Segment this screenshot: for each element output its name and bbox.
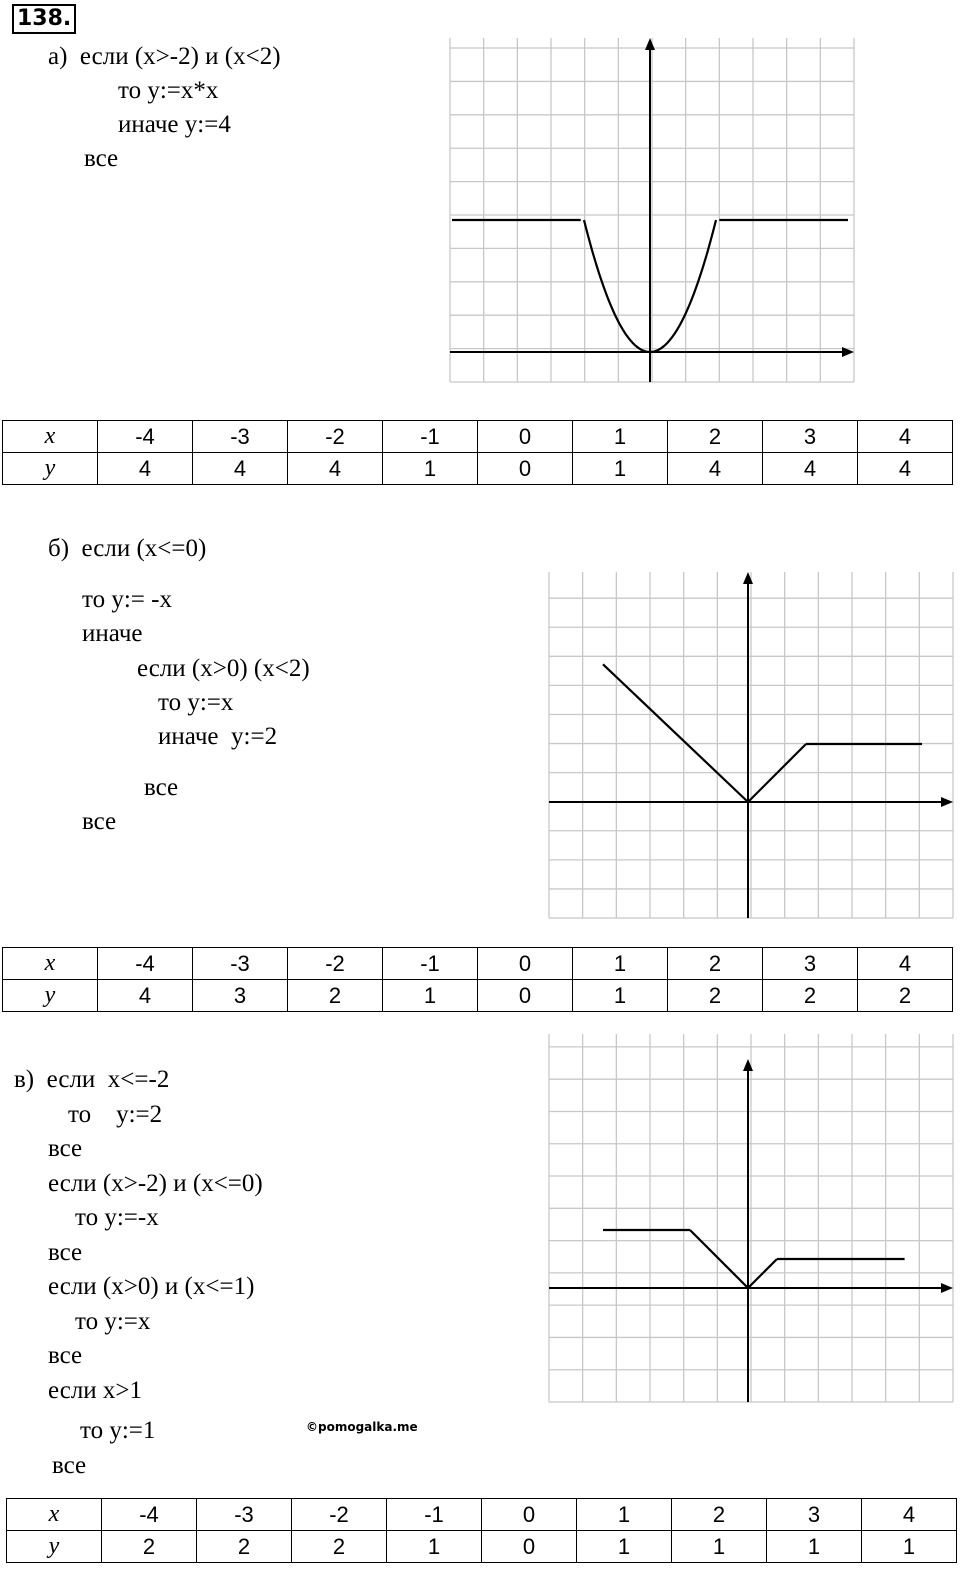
table-cell-y: 4 (98, 980, 193, 1012)
table-cell-y: 4 (288, 453, 383, 485)
code-line: если (x>-2) и (x<=0) (48, 1170, 263, 1197)
values-table-b (2, 947, 953, 1012)
x-axis-arrow (941, 1283, 953, 1293)
code-line: то y:=x*x (118, 77, 219, 104)
table-cell-x: 1 (573, 421, 668, 453)
table-cell-y: 1 (383, 453, 478, 485)
table-row-x (3, 948, 953, 980)
graph-a (450, 38, 854, 382)
table-row-y (3, 980, 953, 1012)
table-cell-y: 4 (668, 453, 763, 485)
code-line: все (52, 1452, 87, 1479)
table-cell-x: -4 (98, 948, 193, 980)
code-line: то y:=-x (75, 1204, 159, 1231)
table-cell-y: 4 (193, 453, 288, 485)
code-line: все (84, 145, 119, 172)
y-axis-arrow (645, 38, 655, 50)
code-line: все (82, 808, 117, 835)
table-cell-x: -2 (288, 948, 383, 980)
values-table-a (2, 420, 953, 485)
table-cell-y: 1 (767, 1531, 862, 1563)
table-cell-x: 1 (577, 1499, 672, 1531)
table-cell-y: 1 (577, 1531, 672, 1563)
code-line: то y:=x (158, 689, 234, 716)
table-cell-x: 3 (767, 1499, 862, 1531)
table-cell-x: 2 (668, 421, 763, 453)
code-line: иначе y:=2 (158, 723, 278, 750)
table-cell-y: 4 (763, 453, 858, 485)
table-cell-x: -1 (383, 948, 478, 980)
table-row-y (7, 1531, 957, 1563)
table-cell-y: 0 (478, 980, 573, 1012)
table-cell-x: -3 (193, 948, 288, 980)
table-row-x (7, 1499, 957, 1531)
code-line: то y:= -x (82, 586, 172, 613)
table-cell-x: -3 (193, 421, 288, 453)
table-cell-x: -4 (102, 1499, 197, 1531)
table-cell-y: 4 (98, 453, 193, 485)
table-header-x: x (3, 948, 98, 980)
table-cell-y: 0 (478, 453, 573, 485)
table-cell-x: 4 (862, 1499, 957, 1531)
code-line: если (x>0) (x<2) (137, 655, 310, 682)
table-cell-y: 2 (763, 980, 858, 1012)
table-cell-y: 2 (292, 1531, 387, 1563)
code-line: в) если x<=-2 (14, 1066, 170, 1093)
code-line: если (x>0) и (x<=1) (48, 1273, 255, 1300)
code-line: то y:=2 (68, 1101, 163, 1128)
table-cell-y: 2 (288, 980, 383, 1012)
table-cell-x: -2 (288, 421, 383, 453)
table-cell-x: 2 (672, 1499, 767, 1531)
code-line: если x>1 (48, 1377, 143, 1404)
table-cell-y: 2 (197, 1531, 292, 1563)
table-cell-y: 1 (573, 453, 668, 485)
table-cell-x: 1 (573, 948, 668, 980)
code-line: все (144, 774, 179, 801)
code-line: иначе y:=4 (118, 111, 231, 138)
table-cell-y: 4 (858, 453, 953, 485)
table-cell-y: 1 (573, 980, 668, 1012)
table-cell-x: -1 (387, 1499, 482, 1531)
table-cell-y: 3 (193, 980, 288, 1012)
code-line: то y:=1 (80, 1417, 156, 1444)
table-row-x (3, 421, 953, 453)
table-cell-y: 1 (383, 980, 478, 1012)
graph-c (549, 1034, 953, 1402)
table-cell-y: 2 (858, 980, 953, 1012)
table-cell-y: 1 (672, 1531, 767, 1563)
table-cell-x: -2 (292, 1499, 387, 1531)
table-header-y: y (3, 453, 98, 485)
table-header-y: y (3, 980, 98, 1012)
code-line: б) если (x<=0) (48, 535, 207, 562)
table-cell-y: 2 (102, 1531, 197, 1563)
code-line: все (48, 1342, 83, 1369)
table-cell-x: 0 (478, 948, 573, 980)
table-cell-x: -4 (98, 421, 193, 453)
table-cell-x: 3 (763, 948, 858, 980)
problem-number: 138. (12, 4, 76, 34)
table-cell-x: 3 (763, 421, 858, 453)
table-row-y (3, 453, 953, 485)
values-table-c (6, 1498, 957, 1563)
code-line: а) если (x>-2) и (x<2) (48, 43, 281, 70)
table-header-x: x (7, 1499, 102, 1531)
table-header-x: x (3, 421, 98, 453)
table-cell-y: 1 (862, 1531, 957, 1563)
table-cell-x: 0 (478, 421, 573, 453)
code-line: все (48, 1135, 83, 1162)
table-cell-x: -1 (383, 421, 478, 453)
watermark: ©pomogalka.me (306, 1420, 418, 1434)
table-cell-x: 4 (858, 948, 953, 980)
x-axis-arrow (941, 797, 953, 807)
table-cell-x: -3 (197, 1499, 292, 1531)
table-cell-x: 2 (668, 948, 763, 980)
table-cell-y: 0 (482, 1531, 577, 1563)
code-line: все (48, 1239, 83, 1266)
table-header-y: y (7, 1531, 102, 1563)
table-cell-y: 1 (387, 1531, 482, 1563)
table-cell-x: 0 (482, 1499, 577, 1531)
code-line: иначе (82, 620, 143, 647)
graph-b (549, 572, 953, 918)
table-cell-x: 4 (858, 421, 953, 453)
table-cell-y: 2 (668, 980, 763, 1012)
function-line (690, 1230, 748, 1288)
code-line: то y:=x (75, 1308, 151, 1335)
